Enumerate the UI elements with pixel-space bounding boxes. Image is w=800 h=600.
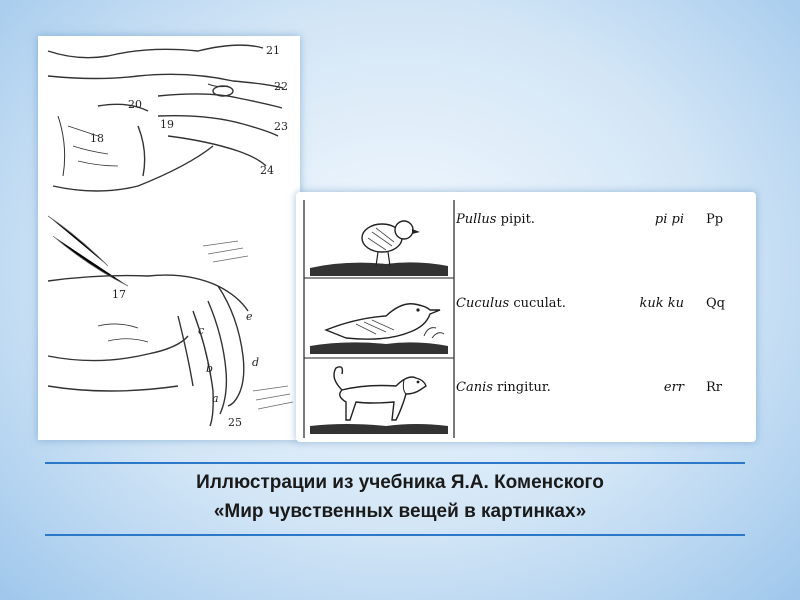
row-genus: Canis: [456, 380, 493, 395]
row-sound: kuk ku: [639, 296, 684, 311]
hand-label-20: 20: [128, 98, 142, 111]
hands-illustration: [38, 36, 300, 440]
hand-label-b: b: [206, 362, 214, 375]
caption-bottom-rule: [45, 534, 745, 536]
hand-label-19: 19: [160, 118, 174, 131]
hand-label-c: c: [198, 324, 205, 337]
row-genus: Cuculus: [456, 296, 510, 311]
row-verb: ringitur.: [497, 380, 551, 395]
row-letter: Pp: [706, 212, 724, 227]
hand-label-22: 22: [274, 80, 288, 93]
hand-label-e: e: [246, 310, 253, 323]
row-genus: Pullus: [456, 212, 497, 227]
hand-label-24: 24: [260, 164, 274, 177]
hand-label-17: 17: [112, 288, 126, 301]
hand-label-d: d: [252, 356, 260, 369]
chick-icon: [306, 202, 452, 278]
cuckoo-icon: [306, 280, 452, 356]
row-sound: err: [663, 380, 684, 395]
hand-label-a: a: [212, 392, 219, 405]
caption-line-2: «Мир чувственных вещей в картинках»: [213, 501, 587, 522]
caption-line-1: Иллюстрации из учебника Я.А. Коменского: [196, 472, 604, 493]
row-verb: cuculat.: [513, 296, 566, 311]
hands-drawing: [38, 36, 300, 440]
row-verb: pipit.: [500, 212, 535, 227]
row-letter: Qq: [706, 296, 725, 311]
hand-label-25: 25: [228, 416, 242, 429]
row-sound: pi pi: [654, 212, 684, 227]
hand-label-21: 21: [266, 44, 280, 57]
sound-letter-table: [296, 192, 756, 442]
caption-top-rule: [45, 462, 745, 464]
hand-label-18: 18: [90, 132, 104, 145]
hand-label-23: 23: [274, 120, 288, 133]
row-letter: Rr: [706, 380, 723, 395]
dog-icon: [306, 360, 452, 436]
